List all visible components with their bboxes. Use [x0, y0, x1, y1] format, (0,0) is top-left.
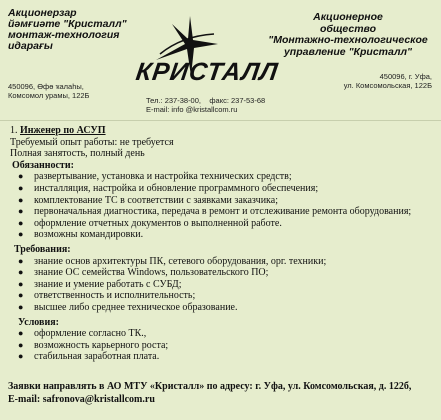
company-name-line: общество [319, 22, 377, 35]
bullet-icon: ● [18, 278, 24, 289]
company-name-line: "Монтажно-технологическое [268, 34, 428, 46]
conditions-list [10, 328, 435, 363]
list-item: ● развертывание, установка и настройка технических средств; [18, 171, 292, 183]
list-item: ● первоначальная диагностика, передача в ремонт и отслеживание ремонта оборудования; [18, 206, 412, 218]
footer-address-line: Заявки направлять в АО МТУ «Кристалл» по адресу: г. Уфа, ул. Комсомольская, д. 122б, [8, 381, 412, 392]
address-line: 450096, Өфө ҡалаһы, [8, 82, 84, 91]
company-name-line: монтаж-технология [8, 29, 120, 41]
employment-text: Полная занятость, полный день [10, 148, 145, 160]
bullet-icon: ● [18, 255, 24, 266]
bullet-icon: ● [18, 351, 24, 362]
list-item: ● высшее либо среднее техническое образование. [18, 301, 238, 313]
bullet-icon: ● [18, 301, 24, 312]
company-name-line: управление "Кристалл" [283, 45, 413, 58]
requirements-heading: Требования: [14, 243, 71, 255]
list-item: ● знание основ архитектуры ПК, сетевого оборудования, орг. техники; [18, 255, 327, 267]
list-item: ● оформление согласно ТК., [18, 328, 147, 340]
address-russian [300, 72, 432, 90]
company-name-bashkir [8, 8, 143, 52]
bullet-icon: ● [18, 290, 24, 301]
conditions-heading: Условия: [18, 316, 59, 328]
company-name-line: Акционерзар [8, 7, 77, 19]
requirements-list [10, 256, 435, 314]
duties-heading: Обязанности: [12, 159, 74, 171]
list-item: ● комплектование ТС в соответствии с заявками заказчика; [18, 194, 278, 206]
list-item: ● знание ОС семейства Windows, пользовательского ПО; [18, 267, 269, 279]
list-item: ● оформление отчетных документов о выполненной работе. [18, 217, 282, 229]
header-divider [0, 120, 441, 121]
bullet-icon: ● [18, 206, 24, 217]
email-address: E-mail: info @kristallcom.ru [146, 105, 238, 114]
list-item: ● стабильная заработная плата. [18, 351, 160, 363]
list-item: ● возможны командировки. [18, 229, 144, 241]
list-item: ● возможность карьерного роста; [18, 339, 169, 351]
fax-number: факс: 237-53-68 [209, 96, 266, 105]
company-name-line: йәмғиәте "Кристалл" [8, 18, 127, 30]
address-bashkir [8, 82, 138, 100]
bullet-icon: ● [18, 171, 24, 182]
phone-number: Тел.: 237-38-00, [146, 96, 201, 105]
bullet-icon: ● [18, 217, 24, 228]
address-line: ул. Комсомольская, 122Б [343, 81, 432, 90]
list-item: ● ответственность и исполнительность; [18, 290, 196, 302]
vacancy-title-row [10, 125, 435, 137]
logo-wordmark: КРИСТАЛЛ [134, 58, 281, 86]
vacancy-number: 1. [10, 125, 18, 136]
bullet-icon: ● [18, 267, 24, 278]
list-item: ● инсталляция, настройка и обновление программного обеспечения; [18, 182, 319, 194]
bullet-icon: ● [18, 339, 24, 350]
company-name-line: идарағы [8, 40, 53, 52]
footer-email-line: E-mail: safronova@kristallcom.ru [8, 394, 155, 405]
vacancy-body [10, 125, 435, 363]
duties-list [10, 171, 435, 241]
address-line: Комсомол урамы, 122Б [8, 91, 90, 100]
address-line: 450096, г. Уфа, [379, 72, 432, 81]
bullet-icon: ● [18, 328, 24, 339]
bullet-icon: ● [18, 182, 24, 193]
company-name-russian [262, 12, 434, 58]
vacancy-title: Инженер по АСУП [20, 125, 106, 136]
company-name-line: Акционерное [313, 11, 383, 23]
letterhead [0, 0, 441, 118]
bullet-icon: ● [18, 194, 24, 205]
list-item: ● знание и умение работать с СУБД; [18, 278, 182, 290]
contact-info [146, 96, 316, 114]
experience-text: Требуемый опыт работы: не требуется [10, 136, 174, 148]
bullet-icon: ● [18, 229, 24, 240]
application-footer [8, 380, 436, 406]
